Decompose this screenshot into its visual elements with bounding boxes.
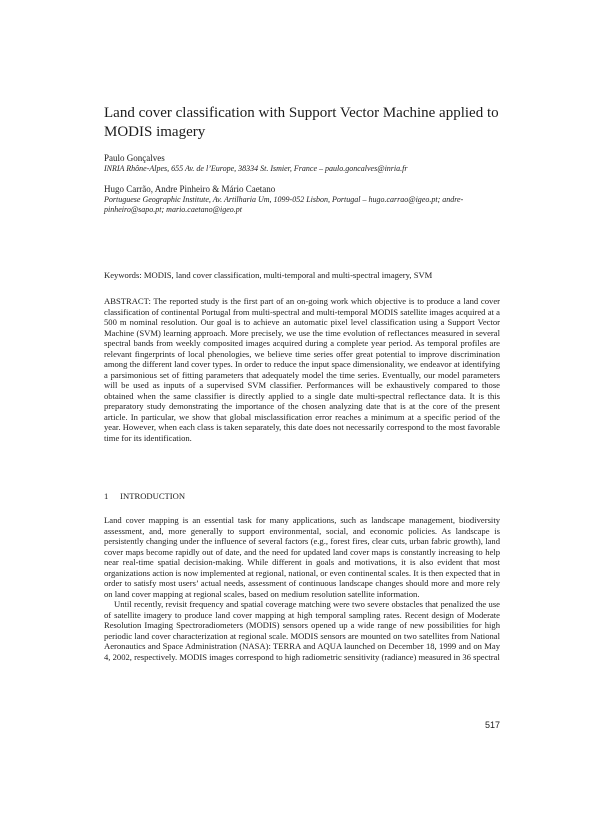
page-number: 517	[484, 720, 500, 730]
author-affiliation: INRIA Rhône-Alpes, 655 Av. de l’Europe, 38334 St. Ismier, France – paulo.goncalves@inria.fr	[104, 164, 408, 173]
author-names: Paulo Gonçalves	[104, 153, 165, 163]
author-names: Hugo Carrão, Andre Pinheiro & Mário Caetano	[104, 184, 276, 194]
introduction-body	[104, 515, 500, 662]
section-heading	[104, 491, 185, 502]
section-title: INTRODUCTION	[120, 491, 186, 501]
intro-paragraph: Until recently, revisit frequency and spatial coverage matching were two severe obstacles that penalized the use of satellite imagery to produce land cover mapping at high temporal sampling rates. Recent design of Moderate Resolution Imaging Spectroradiometers (MODIS) sensors opened up a wide range of new possibilities for high periodic land cover characterization at regional scale. MODIS sensors are mounted on two satellites from National Aeronautics and Space Administration (NASA): TERRA and AQUA launched on December 18, 1999 and on May 4, 2002, respectively. MODIS images correspond to high radiometric sensitivity (radiance) measured in 36 spectral	[104, 599, 500, 662]
author-affiliation: Portuguese Geographic Institute, Av. Artilharia Um, 1099-052 Lisbon, Portugal – hugo.carrao@igeo.pt; andre-pinheiro@sapo.pt; mario.caetano@igeo.pt	[104, 195, 464, 214]
section-number: 1	[104, 491, 109, 501]
paper-title: Land cover classification with Support Vector Machine applied to MODIS imagery	[104, 105, 499, 140]
author-block	[104, 153, 504, 174]
abstract: ABSTRACT: The reported study is the first part of an on-going work which objective is to produce a land cover classification of continental Portugal from multi-spectral and multi-temporal MODIS satellite images acquired at a 500 m nominal resolution. Our goal is to achieve an automatic pixel level classification using a Support Vector Machine (SVM) learning approach. More precisely, we use the time evolution of reflectances measured in several spectral bands from weekly composited images acquired during a complete year period. As temporal profiles are relevant fingerprints of local phenologies, we believe time series offer great potential to improve discrimination among the different land cover types. In order to reduce the input space dimensionality, we endeavor at identifying a parsimonious set of fitting parameters that adequately model the time series. Eventually, our model parameters will be used as inputs of a supervised SVM classifier. Performances will be exhaustively compared to those obtained when the same classifier is directly applied to a single date multi-spectral reflectance data. It is this preparatory study demonstrating the importance of the chosen analyzing date that is at the core of the present article. In particular, we show that global misclassification error reaches a minimum at a specific period of the year. However, when each class is taken separately, this date does not necessarily correspond to the most favorable time for its identification.	[104, 296, 500, 443]
keywords: Keywords: MODIS, land cover classification, multi-temporal and multi-spectral imagery, SVM	[104, 270, 433, 280]
intro-paragraph: Land cover mapping is an essential task for many applications, such as landscape management, biodiversity assessment, and, more generally to support environmental, social, and economic policies. As landscape is persistently changing under the influence of several factors (e.g., forest fires, clear cuts, urban fabric growth), land cover maps become rapidly out of date, and the need for updated land cover maps is constantly increasing to help near real-time spatial decision-making. While different in goals and motivations, it is also evident that most organizations action is now implemented at regional, national, or even continental scales. It is then expected that in order to satisfy most users’ actual needs, assessment of continuous landscape changes should more and more rely on land cover mapping at regional scales, based on medium resolution satellite information.	[104, 515, 500, 599]
author-block	[104, 184, 504, 215]
